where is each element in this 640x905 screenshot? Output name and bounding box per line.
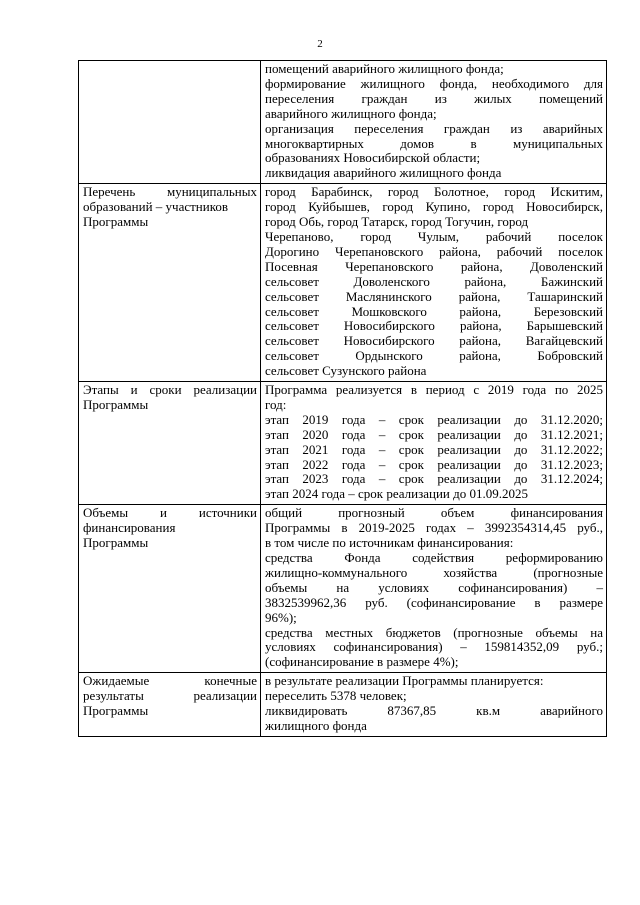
content-line: год: bbox=[265, 396, 287, 412]
label-line: Программы bbox=[83, 214, 149, 230]
content-line: 96%); bbox=[265, 609, 297, 625]
program-passport-table bbox=[78, 60, 607, 737]
content-line: сельсовет Новосибирского района, Барышевский bbox=[265, 318, 603, 334]
content-line: условиях софинансирования) – 159814352,09 руб.; bbox=[265, 639, 603, 655]
label-line: результаты реализации bbox=[83, 688, 257, 704]
content-line: сельсовет Новосибирского района, Вагайцевский bbox=[265, 333, 603, 349]
content-line: объемы на условиях софинансирования) – bbox=[265, 579, 603, 595]
row-label-cell bbox=[79, 505, 261, 673]
row-content-cell bbox=[261, 505, 607, 673]
content-line: переселения граждан из жилых помещений bbox=[265, 90, 603, 106]
row-content-cell bbox=[261, 61, 607, 184]
content-line: Дорогино Черепановского района, рабочий поселок bbox=[265, 243, 603, 259]
row-label-cell bbox=[79, 673, 261, 737]
table-body bbox=[79, 61, 607, 737]
content-line: Программа реализуется в период с 2019 года по 2025 bbox=[265, 382, 603, 398]
label-line: Программы bbox=[83, 535, 149, 551]
content-line: этап 2024 года – срок реализации до 01.09.2025 bbox=[265, 486, 528, 502]
table-row bbox=[79, 673, 607, 737]
content-line: переселить 5378 человек; bbox=[265, 688, 407, 704]
content-line: этап 2020 года – срок реализации до 31.12.2021; bbox=[265, 426, 603, 442]
content-line: аварийного жилищного фонда; bbox=[265, 105, 437, 121]
content-line: Программы в 2019-2025 годах – 3992354314,45 руб., bbox=[265, 520, 603, 536]
content-line: сельсовет Мошковского района, Березовский bbox=[265, 303, 603, 319]
label-line: Программы bbox=[83, 396, 149, 412]
content-line: город Барабинск, город Болотное, город Искитим, bbox=[265, 184, 603, 200]
content-line: общий прогнозный объем финансирования bbox=[265, 505, 603, 521]
content-line: организация переселения граждан из аварийных bbox=[265, 120, 603, 136]
content-line: жилищно-коммунального хозяйства (прогнозные bbox=[265, 564, 603, 580]
content-line: город Куйбышев, город Купино, город Новосибирск, bbox=[265, 199, 603, 215]
page-number: 2 bbox=[317, 38, 323, 50]
label-line: Объемы и источники bbox=[83, 505, 257, 521]
content-line: сельсовет Ордынского района, Бобровский bbox=[265, 348, 603, 364]
label-line: Ожидаемые конечные bbox=[83, 673, 257, 689]
content-line: помещений аварийного жилищного фонда; bbox=[265, 61, 504, 76]
content-line: многоквартирных домов в муниципальных bbox=[265, 135, 603, 151]
content-line: образованиях Новосибирской области; bbox=[265, 150, 481, 166]
table-row bbox=[79, 505, 607, 673]
content-line: сельсовет Маслянинского района, Ташаринский bbox=[265, 288, 603, 304]
label-line: образований – участников bbox=[83, 199, 229, 215]
content-line: средства местных бюджетов (прогнозные объемы на bbox=[265, 624, 603, 640]
content-line: 3832539962,36 руб. (софинансирование в размере bbox=[265, 594, 603, 610]
content-line: этап 2021 года – срок реализации до 31.12.2022; bbox=[265, 441, 603, 457]
content-line: сельсовет Доволенского района, Бажинский bbox=[265, 273, 603, 289]
content-line: сельсовет Сузунского района bbox=[265, 363, 427, 379]
content-line: ликвидация аварийного жилищного фонда bbox=[265, 165, 502, 181]
content-line: в результате реализации Программы планируется: bbox=[265, 673, 544, 689]
row-label-cell bbox=[79, 61, 261, 184]
table-row bbox=[79, 184, 607, 382]
content-line: в том числе по источникам финансирования: bbox=[265, 535, 514, 551]
content-line: этап 2023 года – срок реализации до 31.12.2024; bbox=[265, 471, 603, 487]
row-label-cell bbox=[79, 184, 261, 382]
content-line: ликвидировать 87367,85 кв.м аварийного bbox=[265, 703, 603, 719]
label-line: финансирования bbox=[83, 520, 176, 536]
label-line: Перечень муниципальных bbox=[83, 184, 257, 200]
content-line: средства Фонда содействия реформированию bbox=[265, 550, 603, 565]
table-row bbox=[79, 61, 607, 184]
row-content-cell bbox=[261, 184, 607, 382]
content-line: жилищного фонда bbox=[265, 717, 367, 733]
row-content-cell bbox=[261, 382, 607, 505]
content-line: формирование жилищного фонда, необходимого для bbox=[265, 75, 603, 91]
content-line: город Обь, город Татарск, город Тогучин, город bbox=[265, 214, 529, 230]
content-line: Черепаново, город Чулым, рабочий поселок bbox=[265, 228, 603, 244]
content-line: этап 2019 года – срок реализации до 31.12.2020; bbox=[265, 411, 603, 427]
row-content-cell bbox=[261, 673, 607, 737]
label-line: Программы bbox=[83, 703, 149, 719]
content-line: Посевная Черепановского района, Доволенский bbox=[265, 258, 603, 274]
table-row bbox=[79, 382, 607, 505]
content-line: (софинансирование в размере 4%); bbox=[265, 654, 459, 670]
label-line: Этапы и сроки реализации bbox=[83, 382, 257, 398]
content-line: этап 2022 года – срок реализации до 31.12.2023; bbox=[265, 456, 603, 472]
row-label-cell bbox=[79, 382, 261, 505]
